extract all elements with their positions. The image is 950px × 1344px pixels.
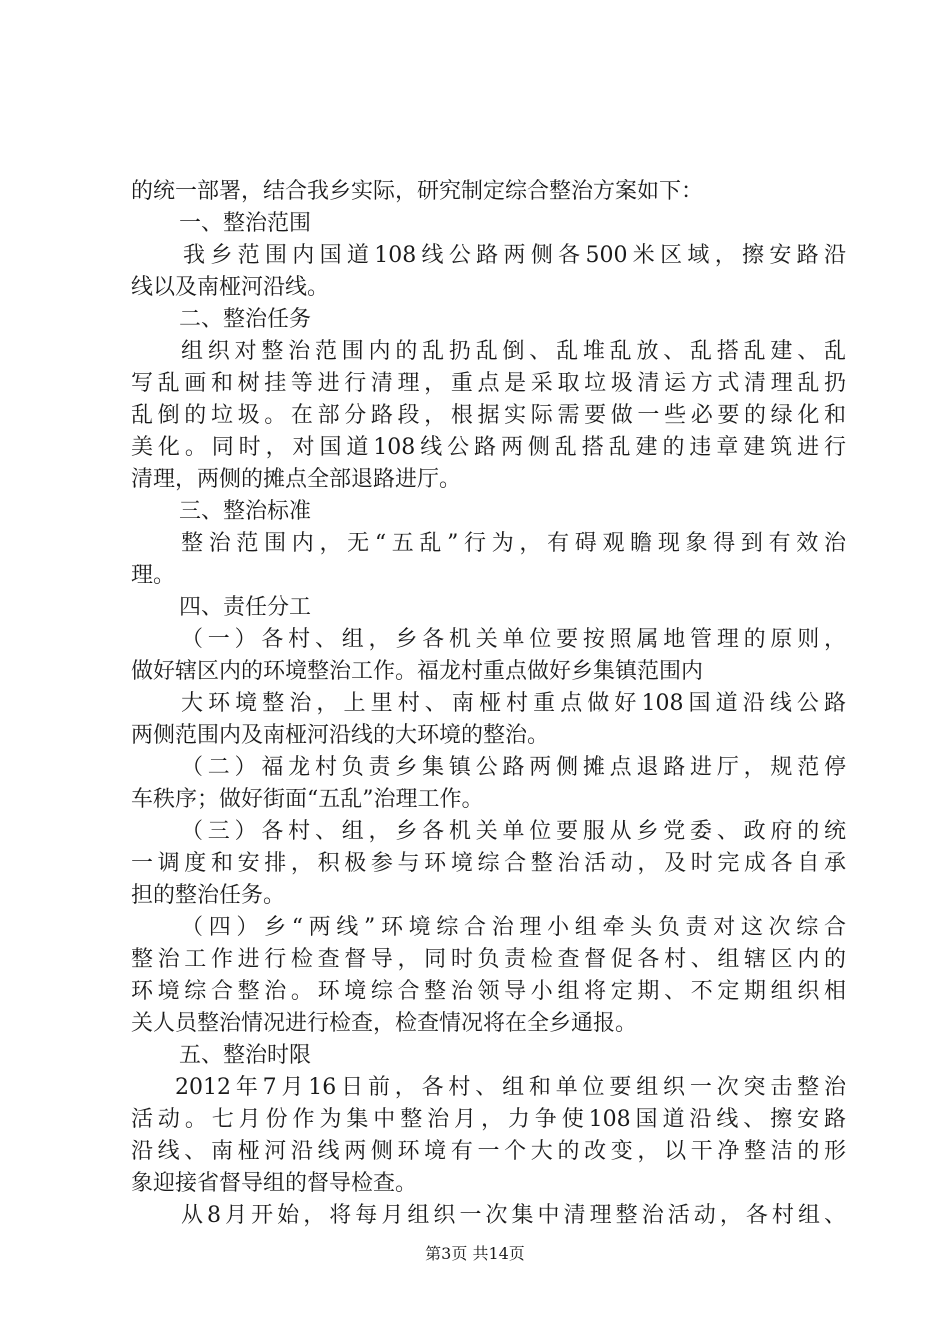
paragraph-line: 美化。同时，对国道108线公路两侧乱搭乱建的违章建筑进行 — [131, 435, 846, 460]
paragraph-line: 大环境整治，上里村、南桠村重点做好108国道沿线公路 — [181, 691, 846, 716]
paragraph-line: （二）福龙村负责乡集镇公路两侧摊点退路进厅，规范停 — [181, 755, 846, 780]
paragraph-line: 线以及南桠河沿线。 — [131, 275, 330, 300]
section-heading: 四、责任分工 — [179, 595, 312, 620]
section-heading: 三、整治标准 — [179, 499, 312, 524]
paragraph-line: 整治范围内，无“五乱”行为，有碍观瞻现象得到有效治 — [181, 531, 846, 556]
paragraph-line: （一）各村、组，乡各机关单位要按照属地管理的原则， — [181, 627, 846, 652]
paragraph-line: 理。 — [131, 563, 176, 588]
page-footer — [0, 1244, 950, 1264]
paragraph-line: 象迎接省督导组的督导检查。 — [131, 1171, 418, 1196]
paragraph-line: 组织对整治范围内的乱扔乱倒、乱堆乱放、乱搭乱建、乱 — [181, 339, 846, 364]
paragraph-line: （四）乡“两线”环境综合治理小组牵头负责对这次综合 — [181, 915, 846, 940]
paragraph-line: 关人员整治情况进行检查，检查情况将在全乡通报。 — [131, 1011, 638, 1036]
paragraph-line: 写乱画和树挂等进行清理，重点是采取垃圾清运方式清理乱扔 — [131, 371, 846, 396]
paragraph-line: 车秩序；做好街面“五乱”治理工作。 — [131, 787, 484, 812]
paragraph-line: 两侧范围内及南桠河沿线的大环境的整治。 — [131, 723, 550, 748]
paragraph-line: 做好辖区内的环境整治工作。福龙村重点做好乡集镇范围内 — [131, 659, 704, 684]
page-number: 第3页 共14页 — [425, 1244, 525, 1263]
paragraph-line: 沿线、南桠河沿线两侧环境有一个大的改变，以干净整洁的形 — [131, 1139, 846, 1164]
section-heading: 五、整治时限 — [179, 1043, 312, 1068]
paragraph-line: 担的整治任务。 — [131, 883, 286, 908]
document-body — [131, 176, 846, 1232]
paragraph-line: 一调度和安排，积极参与环境综合整治活动，及时完成各自承 — [131, 851, 846, 876]
paragraph-line: 清理，两侧的摊点全部退路进厅。 — [131, 467, 462, 492]
paragraph-line: 的统一部署，结合我乡实际，研究制定综合整治方案如下： — [131, 179, 704, 204]
section-heading: 二、整治任务 — [179, 307, 312, 332]
paragraph-line: 乱倒的垃圾。在部分路段，根据实际需要做一些必要的绿化和 — [131, 403, 846, 428]
paragraph-line: 我乡范围内国道108线公路两侧各500米区域，擦安路沿 — [183, 243, 846, 268]
paragraph-line: 2012年7月16日前，各村、组和单位要组织一次突击整治 — [175, 1075, 846, 1100]
paragraph-line: （三）各村、组，乡各机关单位要服从乡党委、政府的统 — [181, 819, 846, 844]
paragraph-line: 从8月开始，将每月组织一次集中清理整治活动，各村组、 — [181, 1203, 846, 1228]
paragraph-line: 整治工作进行检查督导，同时负责检查督促各村、组辖区内的 — [131, 947, 846, 972]
paragraph-line: 环境综合整治。环境综合整治领导小组将定期、不定期组织相 — [131, 979, 846, 1004]
paragraph-line: 活动。七月份作为集中整治月，力争使108国道沿线、擦安路 — [131, 1107, 846, 1132]
section-heading: 一、整治范围 — [179, 211, 312, 236]
